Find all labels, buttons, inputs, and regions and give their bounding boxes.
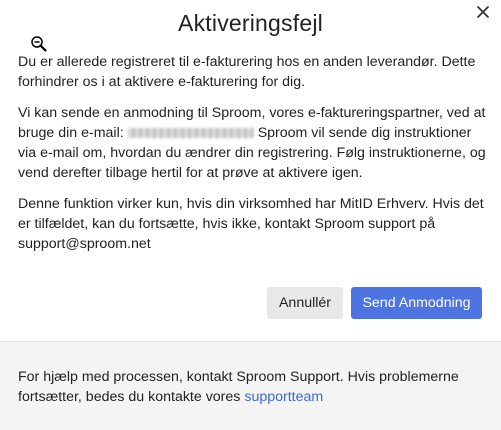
dialog-body [18,52,488,265]
close-icon [473,2,493,22]
dialog-title: Aktiveringsfejl [178,10,323,36]
paragraph-mitid-requirement: Denne funktion virker kun, hvis din virksomhed har MitID Erhverv. Hvis det er tilfældet, kan du fortsætte, hvis ikke, kontakt Sproom support på support@sproom.net [18,196,484,252]
paragraph-send-request-start: Vi kan sende en anmodning til Sproom, vores e-faktureringspartner, ved at bruge din e-mail: [18,105,486,141]
footer-help-message: For hjælp med processen, kontakt Sproom Support. Hvis problemerne fortsætter, bedes du kontakte vores [18,369,459,405]
zoom-out-cursor-icon [30,35,48,53]
send-request-button[interactable]: Send Anmodning [351,287,482,319]
dialog-footer [0,341,501,430]
support-team-link[interactable]: supportteam [244,389,324,405]
paragraph-already-registered: Du er allerede registreret til e-fakturering hos en anden leverandør. Dette forhindrer os i at aktivere e-fakturering for dig. [18,54,476,90]
redacted-email [128,128,254,138]
cancel-button[interactable]: Annullér [267,287,343,319]
close-button[interactable] [473,2,493,22]
footer-help-text [18,367,483,407]
paragraph-send-request-end: Sproom vil sende dig instruktioner via e-mail om, hvordan du ændrer din registrering. Følg instruktionerne, og vend derefter tilbage hertil for at prøve at aktivere igen. [18,125,486,181]
paragraph-send-request [18,103,488,183]
